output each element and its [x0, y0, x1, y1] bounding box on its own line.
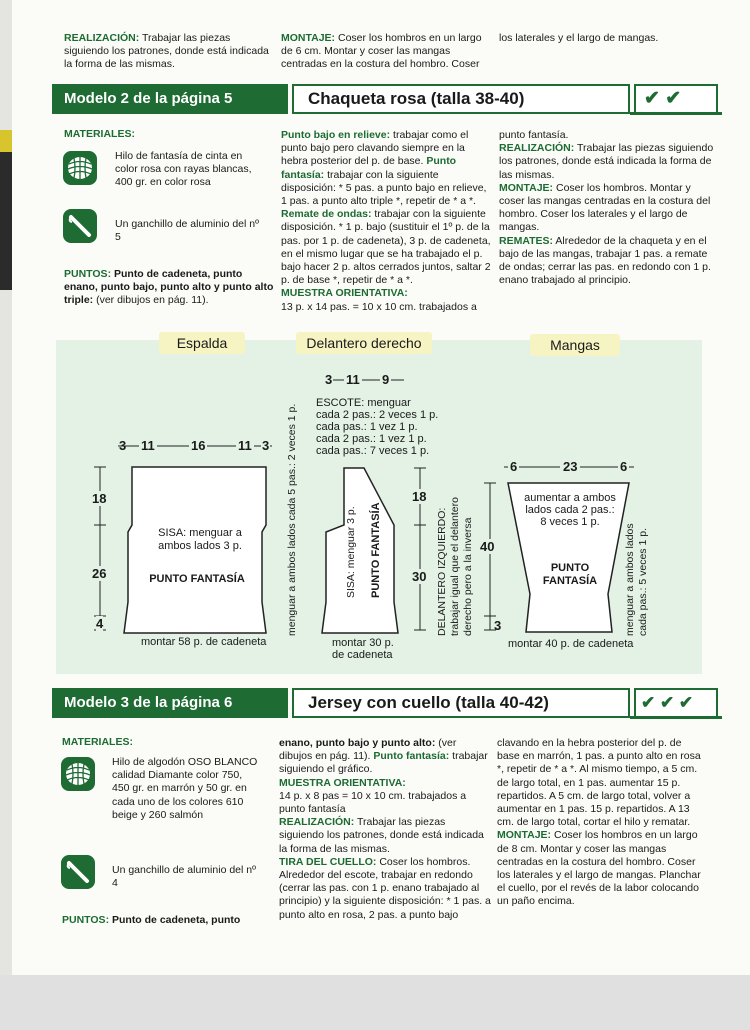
espalda-stitch: PUNTO FANTASÍA: [149, 573, 245, 585]
body-text: trabajar con la siguiente disposición: * 5 pas. a punto bajo en relieve, 1 pas. a punto alto triple *, repetir de * a *.: [281, 168, 487, 208]
section-label: MONTAJE:: [497, 829, 552, 842]
body-text: Trabajar las piezas siguiendo los patrones, donde está indicada la forma de las mismas.: [499, 142, 714, 181]
dim-value: 11: [346, 372, 360, 387]
body-bold: enano, punto bajo y punto alto:: [279, 737, 436, 749]
yarn-ball-icon: [62, 150, 98, 186]
top-col-3: [499, 32, 714, 45]
section-label: REALIZACIÓN:: [64, 32, 140, 44]
m2-col-1: [64, 128, 264, 141]
band-underline: [630, 112, 722, 115]
section-label: REALIZACIÓN:: [499, 142, 575, 155]
m3-col-2: [279, 737, 491, 922]
ganchillo-text: Un ganchillo de aluminio del nº 5: [115, 218, 259, 244]
dim-value: 9: [382, 372, 390, 387]
section-label: Punto fantasía:: [373, 750, 450, 763]
dim-value: 18: [92, 491, 107, 506]
section-label: Punto fantasía:: [281, 155, 457, 181]
model-number: Modelo 2 de la página 5: [52, 84, 288, 114]
top-col-1: [64, 32, 274, 72]
dim-value: 11: [238, 438, 252, 453]
yarn-ball-icon: [60, 756, 96, 792]
puntos-label: PUNTOS:: [62, 914, 110, 926]
body-text: Trabajar las piezas siguiendo los patrones, donde está indicada la forma de las mismas.: [279, 816, 484, 855]
m3-ganchillo: [112, 864, 262, 890]
body-text: Alrededor de la chaqueta y en el bajo de las mangas, trabajar 1 pas. a remate de ondas; cerrar las pas. en redondo con 1 p. enano trabajado al principio.: [499, 234, 711, 287]
puntos-bold: Punto de cadeneta, punto enano, punto bajo, punto alto y punto alto triple:: [64, 268, 274, 307]
top-col-2: [281, 32, 491, 72]
delantero-cast-on: montar 30 p.: [332, 637, 394, 649]
mangas-label: Mangas: [530, 334, 620, 356]
difficulty-marks: ✔ ✔ ✔: [634, 688, 718, 718]
aumentar-line: lados cada 2 pas.:: [525, 504, 615, 516]
dim-value: 40: [480, 539, 495, 554]
delantero-shape: [322, 468, 398, 633]
dim-value: 3: [262, 438, 270, 453]
body-text: Trabajar las piezas siguiendo los patrones, donde está indicada la forma de las mismas.: [64, 32, 269, 71]
body-text: Coser los hombros. Montar y coser las mangas centradas en la costura del hombro. Coser los laterales y el largo de mangas.: [499, 181, 711, 234]
body-text: Coser los hombros en un largo de 8 cm. Montar y coser las mangas centradas en la costura del hombro. Coser los laterales y el largo de mangas. Planchar el cuello, por el revés de la labor colocando un paño encima.: [497, 829, 701, 908]
section-label: TIRA DEL CUELLO:: [279, 855, 377, 868]
escote-line: ESCOTE: menguar: [316, 397, 411, 409]
dim-value: 26: [92, 566, 107, 581]
mangas-stitch: FANTASÍA: [542, 575, 598, 587]
section-label: REALIZACIÓN:: [279, 816, 355, 829]
m3-hilo: [112, 756, 262, 822]
dim-value: 3: [325, 372, 333, 387]
m2-hilo: [115, 150, 265, 190]
body-text: Coser los hombros en un largo de 6 cm. Montar y coser las mangas centradas en la costura del hombro. Coser: [281, 32, 482, 71]
espalda-side-text: menguar a ambos lados cada 5 pas.: 2 veces 1 p.: [286, 403, 298, 636]
hilo-text: Hilo de algodón OSO BLANCO calidad Diamante color 750, 450 gr. en marrón y 50 gr. en cada uno de los colores 610 beige y 260 salmón: [112, 756, 258, 821]
materiales-label: MATERIALES:: [62, 736, 133, 748]
section-label: MUESTRA ORIENTATIVA:: [281, 287, 408, 300]
difficulty-marks: ✔ ✔: [634, 84, 718, 114]
spine-yellow-strip: [0, 130, 12, 152]
puntos-bold: Punto de cadeneta, punto: [111, 914, 241, 926]
aumentar-line: 8 veces 1 p.: [540, 516, 600, 528]
model-number: Modelo 3 de la página 6: [52, 688, 288, 718]
body-text: los laterales y el largo de mangas.: [499, 32, 659, 44]
m2-puntos: [64, 268, 274, 308]
modelo3-band: [52, 688, 694, 718]
body-text: 14 p. x 8 pas = 10 x 10 cm. trabajados a punto fantasía: [279, 789, 467, 816]
crochet-hook-icon: [60, 854, 96, 890]
body-text: clavando en la hebra posterior del p. de base en marrón, 1 pas. a punto alto en rosa *, repetir de * a *. Al mismo tiempo, a 5 cm. de largo total, en 1 pas. aumentar 15 p. repartidos. A 5 cm. de largo total, volver a aumentar en 1 pas. 15 p. repartidos. A 13 cm. de largo total, cortar el hilo y rematar.: [497, 737, 701, 829]
crochet-hook-icon: [62, 208, 98, 244]
body-text: Coser los hombros. Alrededor del escote, trabajar en redondo (cerrar las pas. con 1 p. enano trabajado al principio) y la siguiente disposición: * 1 pas. a punto alto en rosa, 2 pas. a punto bajo: [279, 855, 491, 921]
dim-value: 30: [412, 569, 427, 584]
band-underline: [630, 716, 722, 719]
section-label: MUESTRA ORIENTATIVA:: [279, 776, 406, 789]
aumentar-line: aumentar a ambos: [524, 492, 616, 504]
puntos-label: PUNTOS:: [64, 268, 112, 280]
body-text: 13 p. x 14 pas. = 10 x 10 cm. trabajados a: [281, 300, 477, 313]
body-text: trabajar siguiendo el gráfico.: [279, 750, 488, 776]
m2-col-2: [281, 129, 491, 314]
dim-value: 16: [191, 438, 206, 453]
m2-ganchillo: [115, 218, 265, 244]
garment-title: Jersey con cuello (talla 40-42): [292, 688, 630, 718]
body-text: punto fantasía.: [499, 129, 569, 141]
escote-line: cada 2 pas.: 1 vez 1 p.: [316, 433, 427, 445]
dim-value: 6: [510, 459, 518, 474]
delantero-cast-on: de cadeneta: [332, 649, 393, 661]
page-spine: [0, 0, 12, 975]
dim-value: 18: [412, 489, 427, 504]
body-text: (ver dibujos en pág. 11).: [279, 737, 457, 763]
section-label: MONTAJE:: [499, 181, 554, 194]
espalda-label: Espalda: [159, 332, 245, 354]
m3-col-1: [62, 736, 262, 749]
bottom-margin: [0, 975, 750, 1030]
m2-col-3: [499, 129, 714, 287]
materiales-label: MATERIALES:: [64, 128, 135, 140]
escote-line: cada 2 pas.: 2 veces 1 p.: [316, 409, 439, 421]
m3-col-3: [497, 737, 707, 909]
izquierdo-text: DELANTERO IZQUIERDO:: [436, 507, 448, 636]
section-label: REMATES:: [499, 234, 554, 247]
pattern-diagram: [56, 335, 702, 674]
garment-title: Chaqueta rosa (talla 38-40): [292, 84, 630, 114]
mangas-stitch: PUNTO: [550, 562, 590, 574]
puntos-text: (ver dibujos en pág. 11).: [96, 294, 209, 307]
section-label: Remate de ondas:: [281, 208, 372, 221]
espalda-cast-on: montar 58 p. de cadeneta: [141, 636, 267, 648]
delantero-label: Delantero derecho: [296, 332, 432, 354]
body-text: trabajar como el punto bajo pero clavando siempre en la hebra posterior del p. de base.: [281, 129, 469, 168]
delantero-stitch: PUNTO FANTASÍA: [370, 502, 382, 598]
mangas-side-text: menguar a ambos lados: [624, 523, 636, 636]
izquierdo-text: trabajar igual que el delantero: [449, 497, 461, 636]
dim-value: 3: [119, 438, 127, 453]
mangas-side-text: cada pas.: 5 veces 1 p.: [637, 528, 649, 636]
izquierdo-text: derecho pero a la inversa: [462, 517, 474, 636]
delantero-sisa: SISA: menguar 3 p.: [345, 506, 357, 598]
body-text: trabajar con la siguiente disposición. * 1 p. bajo (sustituir el 1º p. de la pas. por 1 p. de cadeneta), 3 p. de cadeneta, en el mismo lugar que se ha trabajado el p. bajo hacer 2 p. altos cerrados juntos, saltar 2 p. de base *, repetir de * a *.: [281, 208, 491, 287]
mangas-cast-on: montar 40 p. de cadeneta: [508, 638, 634, 650]
espalda-sisa: SISA: menguar a ambos lados 3 p.: [158, 527, 242, 552]
ganchillo-text: Un ganchillo de aluminio del nº 4: [112, 864, 256, 890]
hilo-text: Hilo de fantasía de cinta en color rosa con rayas blancas, 400 gr. en color rosa: [115, 150, 252, 189]
dim-value: 11: [141, 438, 155, 453]
modelo2-band: [52, 84, 684, 114]
section-label: Punto bajo en relieve:: [281, 129, 391, 141]
escote-line: cada pas.: 1 vez 1 p.: [316, 421, 418, 433]
dim-value: 6: [620, 459, 628, 474]
spine-dark-strip: [0, 130, 12, 290]
section-label: MONTAJE:: [281, 32, 336, 44]
escote-line: cada pas.: 7 veces 1 p.: [316, 445, 430, 457]
m3-puntos: [62, 914, 272, 927]
dim-value: 4: [96, 616, 104, 631]
dim-value: 3: [494, 618, 502, 633]
dim-value: 23: [560, 459, 580, 474]
